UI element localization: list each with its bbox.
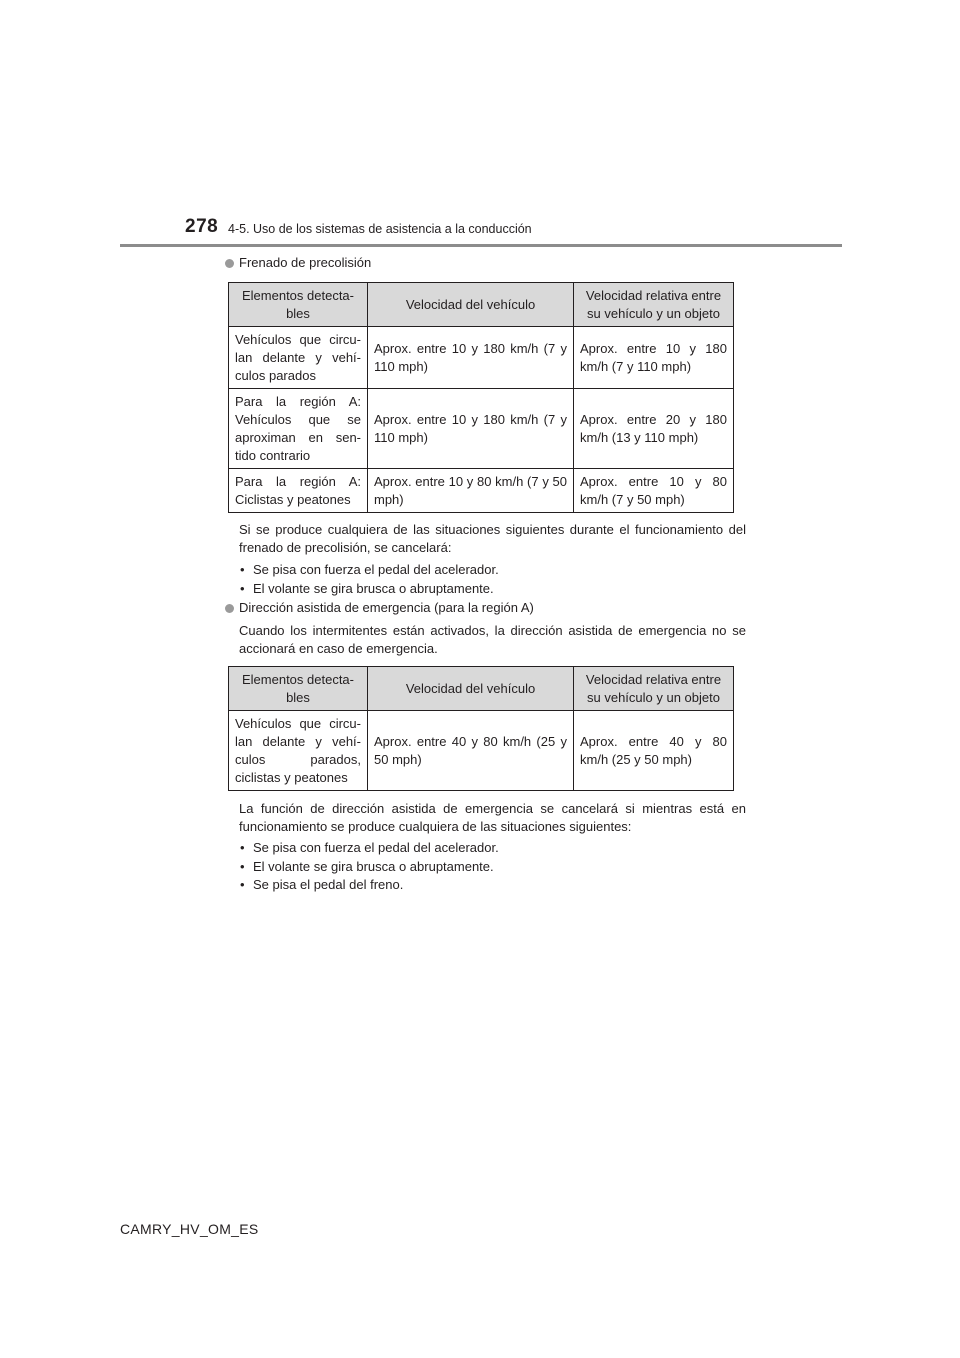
page-number: 278 bbox=[185, 216, 219, 237]
table-cell: Aprox. entre 10 y 80 km/h (7 y 50 mph) bbox=[368, 469, 574, 513]
table-header-cell: Velocidad del vehículo bbox=[368, 283, 574, 327]
manual-code: CAMRY_HV_OM_ES bbox=[120, 1221, 259, 1237]
table-cell: Para la región A: Vehículos que se aproximan en sen-tido contrario bbox=[229, 389, 368, 469]
table-cell: Aprox. entre 40 y 80 km/h (25 y 50 mph) bbox=[368, 711, 574, 791]
table-cell: Aprox. entre 10 y 180 km/h (7 y 110 mph) bbox=[574, 327, 734, 389]
table-cell: Para la región A: Ciclistas y peatones bbox=[229, 469, 368, 513]
table-header-row bbox=[229, 283, 734, 327]
table-row bbox=[229, 389, 734, 469]
table-header-cell: Velocidad relativa entre su vehículo y un objeto bbox=[574, 283, 734, 327]
list-item: • El volante se gira brusca o abruptamente. bbox=[239, 858, 499, 877]
circle-bullet-icon bbox=[225, 259, 234, 268]
precollision-table bbox=[228, 282, 734, 513]
table-cell: Vehículos que circu-lan delante y vehí-culos parados bbox=[229, 327, 368, 389]
table-cell: Vehículos que circu-lan delante y vehí-culos parados, ciclistas y peatones bbox=[229, 711, 368, 791]
section-title: 4-5. Uso de los sistemas de asistencia a la conducción bbox=[228, 222, 532, 236]
precollision-cancel-intro: Si se produce cualquiera de las situaciones siguientes durante el funcionamiento del frenado de precolisión, se cancelará: bbox=[239, 522, 746, 555]
table-header-cell: Velocidad relativa entre su vehículo y un objeto bbox=[574, 667, 734, 711]
table-cell: Aprox. entre 10 y 80 km/h (7 y 50 mph) bbox=[574, 469, 734, 513]
table-cell: Aprox. entre 10 y 180 km/h (7 y 110 mph) bbox=[368, 327, 574, 389]
emergency-steering-table bbox=[228, 666, 734, 791]
emergency-steering-heading bbox=[225, 599, 534, 617]
list-item: • Se pisa con fuerza el pedal del acelerador. bbox=[239, 839, 499, 858]
table-row bbox=[229, 469, 734, 513]
circle-bullet-icon bbox=[225, 604, 234, 613]
table-header-cell: Velocidad del vehículo bbox=[368, 667, 574, 711]
emergency-steering-cancel-intro: La función de dirección asistida de emergencia se cancelará si mientras está en funcionamiento se produce cualquiera de las situaciones siguientes: bbox=[239, 801, 746, 834]
table-header-cell: Elementos detecta-bles bbox=[229, 283, 368, 327]
list-item: • Se pisa el pedal del freno. bbox=[239, 876, 499, 895]
table-row bbox=[229, 327, 734, 389]
emergency-steering-intro: Cuando los intermitentes están activados, la dirección asistida de emergencia no se accionará en caso de emergencia. bbox=[239, 623, 746, 656]
table-row bbox=[229, 711, 734, 791]
emergency-steering-heading-text: Dirección asistida de emergencia (para la región A) bbox=[239, 600, 534, 615]
list-item: • El volante se gira brusca o abruptamente. bbox=[239, 580, 499, 599]
precollision-heading-text: Frenado de precolisión bbox=[239, 255, 372, 270]
table-cell: Aprox. entre 10 y 180 km/h (7 y 110 mph) bbox=[368, 389, 574, 469]
table-cell: Aprox. entre 20 y 180 km/h (13 y 110 mph) bbox=[574, 389, 734, 469]
precollision-cancel-list bbox=[239, 561, 499, 598]
table-header-row bbox=[229, 667, 734, 711]
table-cell: Aprox. entre 40 y 80 km/h (25 y 50 mph) bbox=[574, 711, 734, 791]
precollision-heading bbox=[225, 254, 371, 272]
list-item: • Se pisa con fuerza el pedal del acelerador. bbox=[239, 561, 499, 580]
table-header-cell: Elementos detecta-bles bbox=[229, 667, 368, 711]
emergency-steering-cancel-list bbox=[239, 839, 499, 895]
header-divider bbox=[120, 244, 842, 247]
